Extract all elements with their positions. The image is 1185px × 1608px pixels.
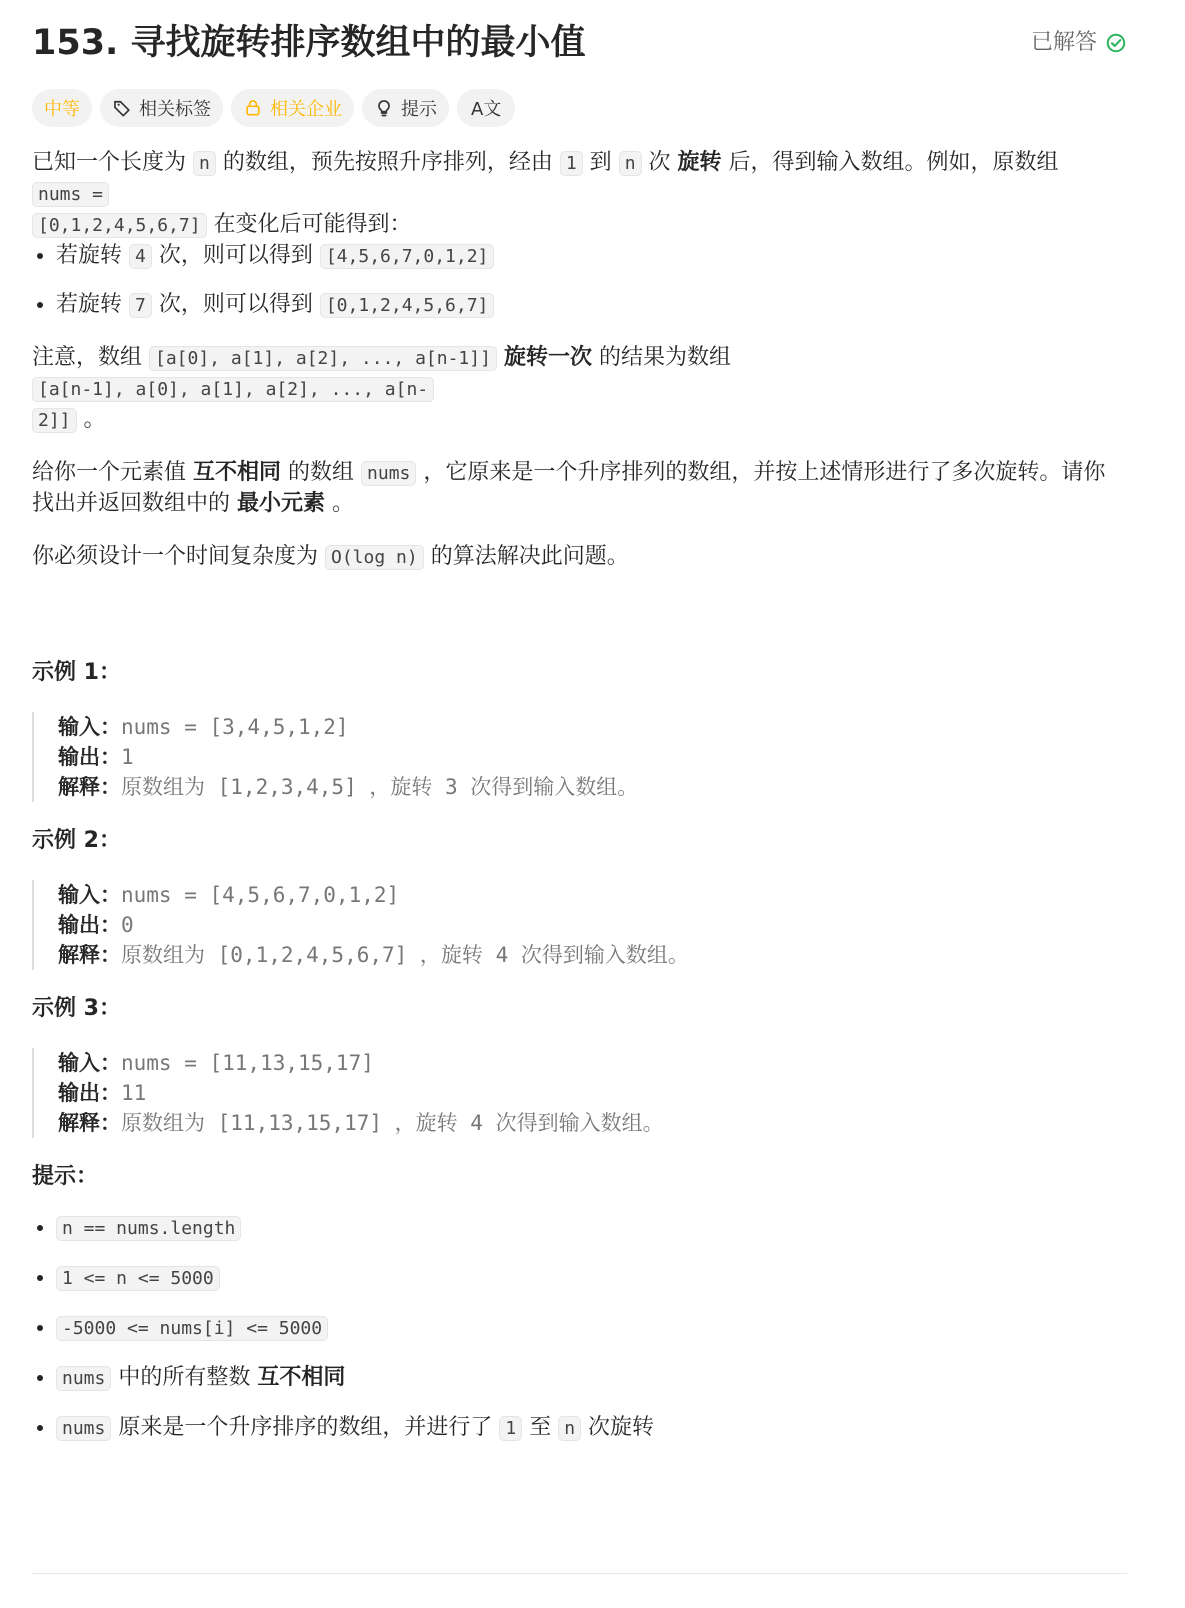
inline-code-nums: nums xyxy=(361,461,416,486)
example-explanation-label: 解释： xyxy=(58,775,121,799)
spacer xyxy=(32,320,1127,342)
example-output: 11 xyxy=(121,1081,147,1105)
lock-icon xyxy=(243,98,263,118)
example-title: 示例 3： xyxy=(32,996,121,1021)
translate-icon: A文 xyxy=(471,99,502,120)
example-block xyxy=(32,1048,1127,1138)
inline-code-n: n xyxy=(619,151,642,176)
description-text: 已知一个长度为 xyxy=(32,150,193,175)
rotation-result: [0,1,2,4,5,6,7] xyxy=(320,293,495,318)
constraints-list xyxy=(32,1212,1127,1443)
description-text: 。 xyxy=(76,407,106,432)
example-block xyxy=(32,712,1127,802)
tag-icon xyxy=(112,98,132,118)
example-explanation: 原数组为 [1,2,3,4,5] ，旋转 3 次得到输入数组。 xyxy=(121,775,639,799)
translate-button[interactable] xyxy=(457,89,515,127)
inline-code-rotated-array-continuation: 2]] xyxy=(32,408,77,433)
related-companies-label: 相关企业 xyxy=(270,99,342,120)
description-text: 注意，数组 xyxy=(32,345,149,370)
description-text: 的算法解决此问题。 xyxy=(423,544,629,569)
constraint-code: nums xyxy=(56,1366,111,1391)
example-explanation-label: 解释： xyxy=(58,1111,121,1135)
lightbulb-icon xyxy=(374,98,394,118)
example-output-label: 输出： xyxy=(58,1081,121,1105)
constraint-code: nums xyxy=(56,1416,111,1441)
rotation-result: [4,5,6,7,0,1,2] xyxy=(320,244,495,269)
example-output-label: 输出： xyxy=(58,913,121,937)
check-circle-icon xyxy=(1105,32,1127,54)
description-text: 的数组，预先按照升序排列，经由 xyxy=(215,150,560,175)
constraint-text: 原来是一个升序排序的数组，并进行了 xyxy=(111,1415,500,1440)
rotation-text: 次，则可以得到 xyxy=(151,292,320,317)
description-text: 的结果为数组 xyxy=(591,345,731,370)
rotation-once-emphasis: 旋转一次 xyxy=(503,345,592,370)
constraint-code: 1 <= n <= 5000 xyxy=(56,1266,220,1291)
example-input-label: 输入： xyxy=(58,1051,121,1075)
example-output: 0 xyxy=(121,913,134,937)
spacer xyxy=(32,519,1127,541)
constraint-emphasis: 互不相同 xyxy=(257,1365,346,1390)
example-explanation: 原数组为 [0,1,2,4,5,6,7] ，旋转 4 次得到输入数组。 xyxy=(121,943,689,967)
example-title: 示例 1： xyxy=(32,660,121,685)
constraint-code: n xyxy=(558,1416,581,1441)
description-paragraph-note xyxy=(32,342,1127,435)
distinct-emphasis: 互不相同 xyxy=(193,460,282,485)
description-text: 的数组 xyxy=(281,460,362,485)
description-paragraph-rotation xyxy=(32,147,1127,240)
constraint-code: n == nums.length xyxy=(56,1216,241,1241)
inline-code-nums-assignment: nums = xyxy=(32,182,109,207)
description-text: 你必须设计一个时间复杂度为 xyxy=(32,544,325,569)
problem-tags xyxy=(32,89,1127,127)
description-text: 。 xyxy=(325,491,355,516)
description-text: 后，得到输入数组。例如，原数组 xyxy=(721,150,1059,175)
rotation-text: 若旋转 xyxy=(56,292,129,317)
description-text: 在变化后可能得到： xyxy=(206,212,412,237)
example-block xyxy=(32,880,1127,970)
example-explanation: 原数组为 [11,13,15,17] ，旋转 4 次得到输入数组。 xyxy=(121,1111,664,1135)
constraint-code: -5000 <= nums[i] <= 5000 xyxy=(56,1316,328,1341)
constraint-item xyxy=(56,1262,1127,1293)
description-text: 次 xyxy=(641,150,678,175)
constraint-item xyxy=(56,1362,1127,1393)
rotation-text: 若旋转 xyxy=(56,243,129,268)
related-tags-label: 相关标签 xyxy=(139,99,211,120)
constraint-text: 次旋转 xyxy=(581,1415,655,1440)
example-input: nums = [11,13,15,17] xyxy=(121,1051,374,1075)
inline-code-original-array: [0,1,2,4,5,6,7] xyxy=(32,213,207,238)
constraint-text: 至 xyxy=(522,1415,559,1440)
problem-title[interactable]: 153. 寻找旋转排序数组中的最小值 xyxy=(32,23,586,63)
description-paragraph-task xyxy=(32,457,1127,519)
example-explanation-label: 解释： xyxy=(58,943,121,967)
inline-code-one: 1 xyxy=(560,151,583,176)
related-companies-button[interactable] xyxy=(231,89,354,127)
example-input-label: 输入： xyxy=(58,883,121,907)
problem-header xyxy=(32,18,1127,68)
rotation-text: 次，则可以得到 xyxy=(151,243,320,268)
constraint-item xyxy=(56,1212,1127,1243)
constraint-item xyxy=(56,1312,1127,1343)
rotation-examples-list xyxy=(32,240,1127,320)
description-paragraph-complexity xyxy=(32,541,1127,572)
constraints-title: 提示： xyxy=(32,1164,99,1189)
inline-code-array: [a[0], a[1], a[2], ..., a[n-1]] xyxy=(149,346,497,371)
bottom-divider xyxy=(32,1573,1127,1574)
minimum-element-emphasis: 最小元素 xyxy=(237,491,326,516)
constraint-text: 中的所有整数 xyxy=(111,1365,258,1390)
rotation-emphasis: 旋转 xyxy=(677,150,722,175)
rotation-count: 7 xyxy=(129,293,152,318)
rotation-example-item xyxy=(56,289,1127,320)
inline-code-rotated-array: [a[n-1], a[0], a[1], a[2], ..., a[n- xyxy=(32,377,434,402)
example-input-label: 输入： xyxy=(58,715,121,739)
spacer xyxy=(32,435,1127,457)
inline-code-n: n xyxy=(193,151,216,176)
difficulty-badge[interactable]: 中等 xyxy=(32,89,92,127)
solved-status-label: 已解答 xyxy=(1030,30,1097,55)
description-text: 到 xyxy=(582,150,619,175)
example-output: 1 xyxy=(121,745,134,769)
inline-code-complexity: O(log n) xyxy=(325,545,424,570)
description-text: 给你一个元素值 xyxy=(32,460,193,485)
example-title: 示例 2： xyxy=(32,828,121,853)
example-input: nums = [4,5,6,7,0,1,2] xyxy=(121,883,400,907)
example-output-label: 输出： xyxy=(58,745,121,769)
problem-description xyxy=(32,147,1127,1443)
solved-status xyxy=(1031,28,1127,58)
hint-button[interactable] xyxy=(362,89,449,127)
rotation-example-item xyxy=(56,240,1127,271)
description-text: ，它原来是一个升序排列的数组，并按上述情形进行了多次旋转。请你找出并返回数组中的 xyxy=(32,460,1106,516)
example-input: nums = [3,4,5,1,2] xyxy=(121,715,349,739)
rotation-count: 4 xyxy=(129,244,152,269)
related-tags-button[interactable] xyxy=(100,89,223,127)
constraint-item xyxy=(56,1412,1127,1443)
constraint-code: 1 xyxy=(499,1416,522,1441)
hint-label: 提示 xyxy=(401,99,437,120)
